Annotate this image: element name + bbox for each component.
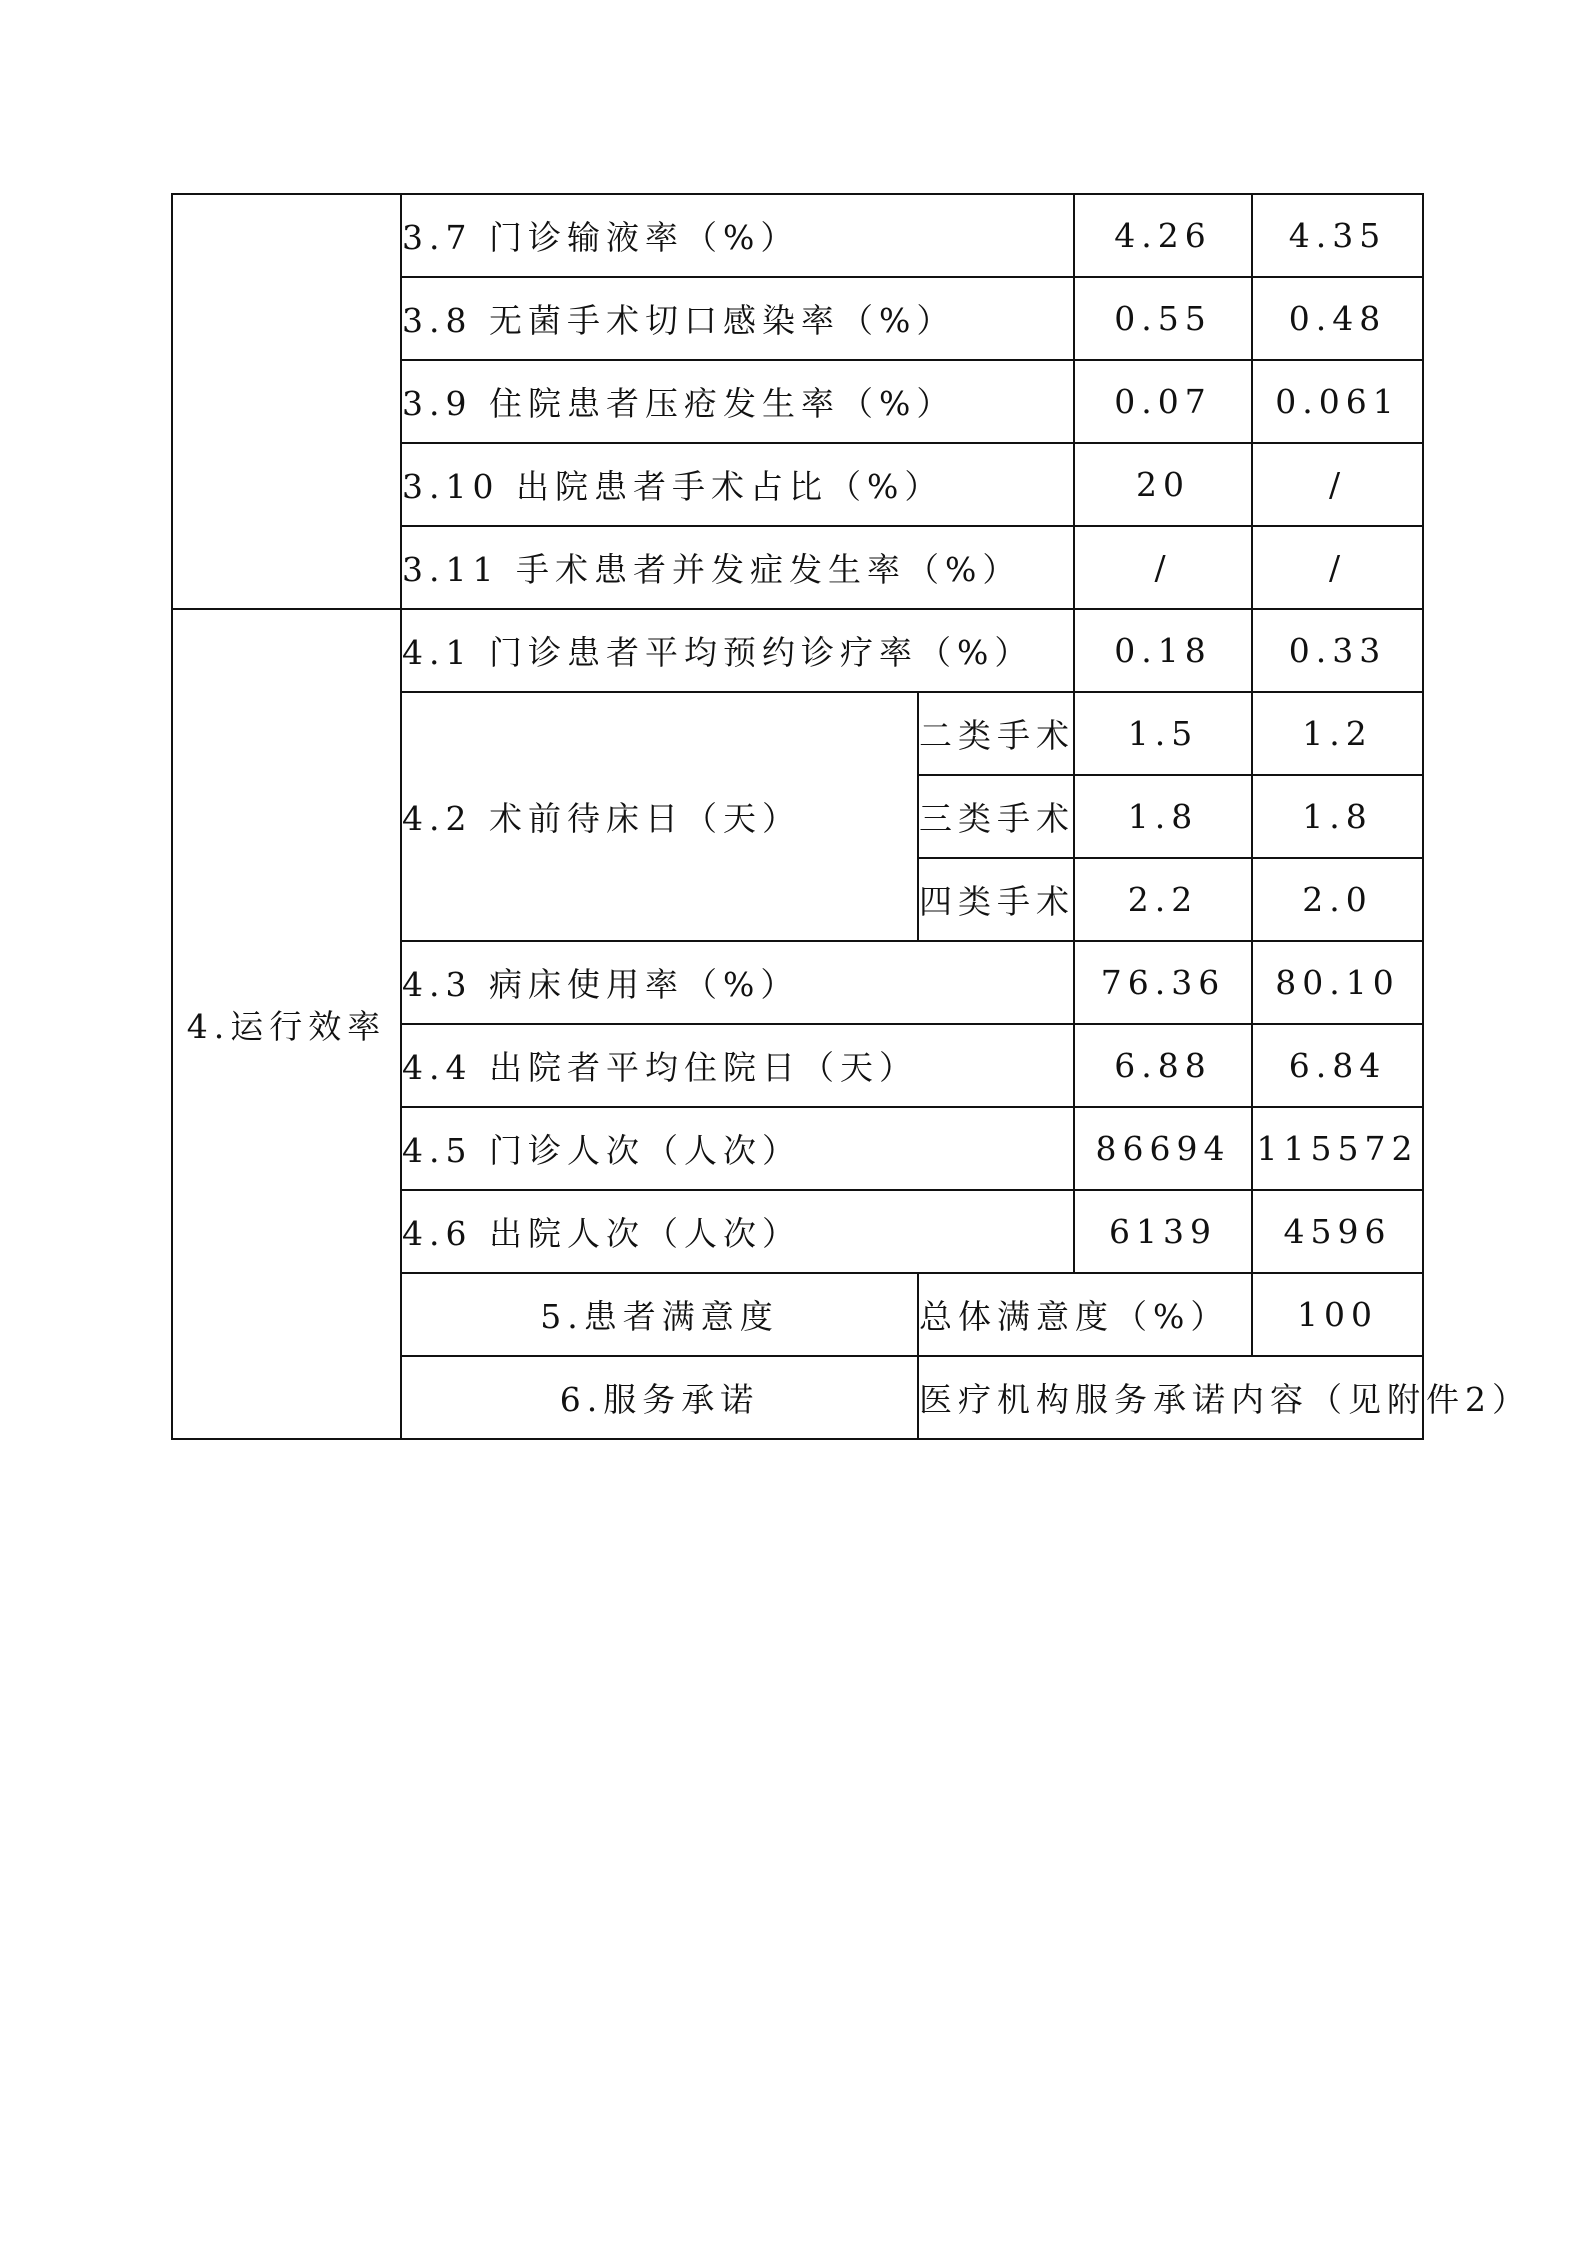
category-cell-3-continued [172,194,401,609]
indicator-label: 3.9 住院患者压疮发生率（%） [401,360,1074,443]
surgery-class-label: 三类手术 [918,775,1074,858]
value-cell-2: 115572 [1252,1107,1423,1190]
indicator-label: 4.3 病床使用率（%） [401,941,1074,1024]
surgery-class-label: 四类手术 [918,858,1074,941]
hospital-indicator-table [171,193,1531,1440]
value-cell-2: 1.2 [1252,692,1423,775]
value-cell-2: / [1252,526,1423,609]
value-cell-1: 4.26 [1074,194,1252,277]
indicator-label: 4.4 出院者平均住院日（天） [401,1024,1074,1107]
value-cell-1: 100 [1252,1273,1423,1356]
indicator-label: 3.7 门诊输液率（%） [401,194,1074,277]
table-row [172,609,1423,692]
value-cell-1: / [1074,526,1252,609]
value-cell-1: 20 [1074,443,1252,526]
indicator-label: 总体满意度（%） [918,1273,1252,1356]
value-cell-1: 6.88 [1074,1024,1252,1107]
indicator-label: 3.11 手术患者并发症发生率（%） [401,526,1074,609]
indicator-label: 4.1 门诊患者平均预约诊疗率（%） [401,609,1074,692]
value-cell-2: 2.0 [1252,858,1423,941]
table-row [172,194,1423,277]
value-cell-2: 0.33 [1252,609,1423,692]
indicator-label: 医疗机构服务承诺内容（见附件2） [918,1356,1423,1439]
value-cell-1: 1.8 [1074,775,1252,858]
value-cell-1: 0.55 [1074,277,1252,360]
value-cell-1: 6139 [1074,1190,1252,1273]
indicator-label: 4.2 术前待床日（天） [401,692,918,941]
indicator-label: 4.6 出院人次（人次） [401,1190,1074,1273]
value-cell-2: 0.061 [1252,360,1423,443]
surgery-class-label: 二类手术 [918,692,1074,775]
value-cell-2: 4.35 [1252,194,1423,277]
value-cell-1: 0.07 [1074,360,1252,443]
value-cell-2: / [1252,443,1423,526]
value-cell-1: 76.36 [1074,941,1252,1024]
indicator-label: 3.8 无菌手术切口感染率（%） [401,277,1074,360]
indicator-label: 4.5 门诊人次（人次） [401,1107,1074,1190]
value-cell-2: 6.84 [1252,1024,1423,1107]
indicator-label: 3.10 出院患者手术占比（%） [401,443,1074,526]
value-cell-2: 1.8 [1252,775,1423,858]
value-cell-2: 0.48 [1252,277,1423,360]
value-cell-1: 1.5 [1074,692,1252,775]
value-cell-1: 2.2 [1074,858,1252,941]
category-cell-patient-satisfaction: 5.患者满意度 [401,1273,918,1356]
value-cell-1: 86694 [1074,1107,1252,1190]
value-cell-2: 80.10 [1252,941,1423,1024]
value-cell-1: 0.18 [1074,609,1252,692]
category-cell-service-commitment: 6.服务承诺 [401,1356,918,1439]
value-cell-2: 4596 [1252,1190,1423,1273]
category-cell-operational-efficiency: 4.运行效率 [172,609,401,1439]
